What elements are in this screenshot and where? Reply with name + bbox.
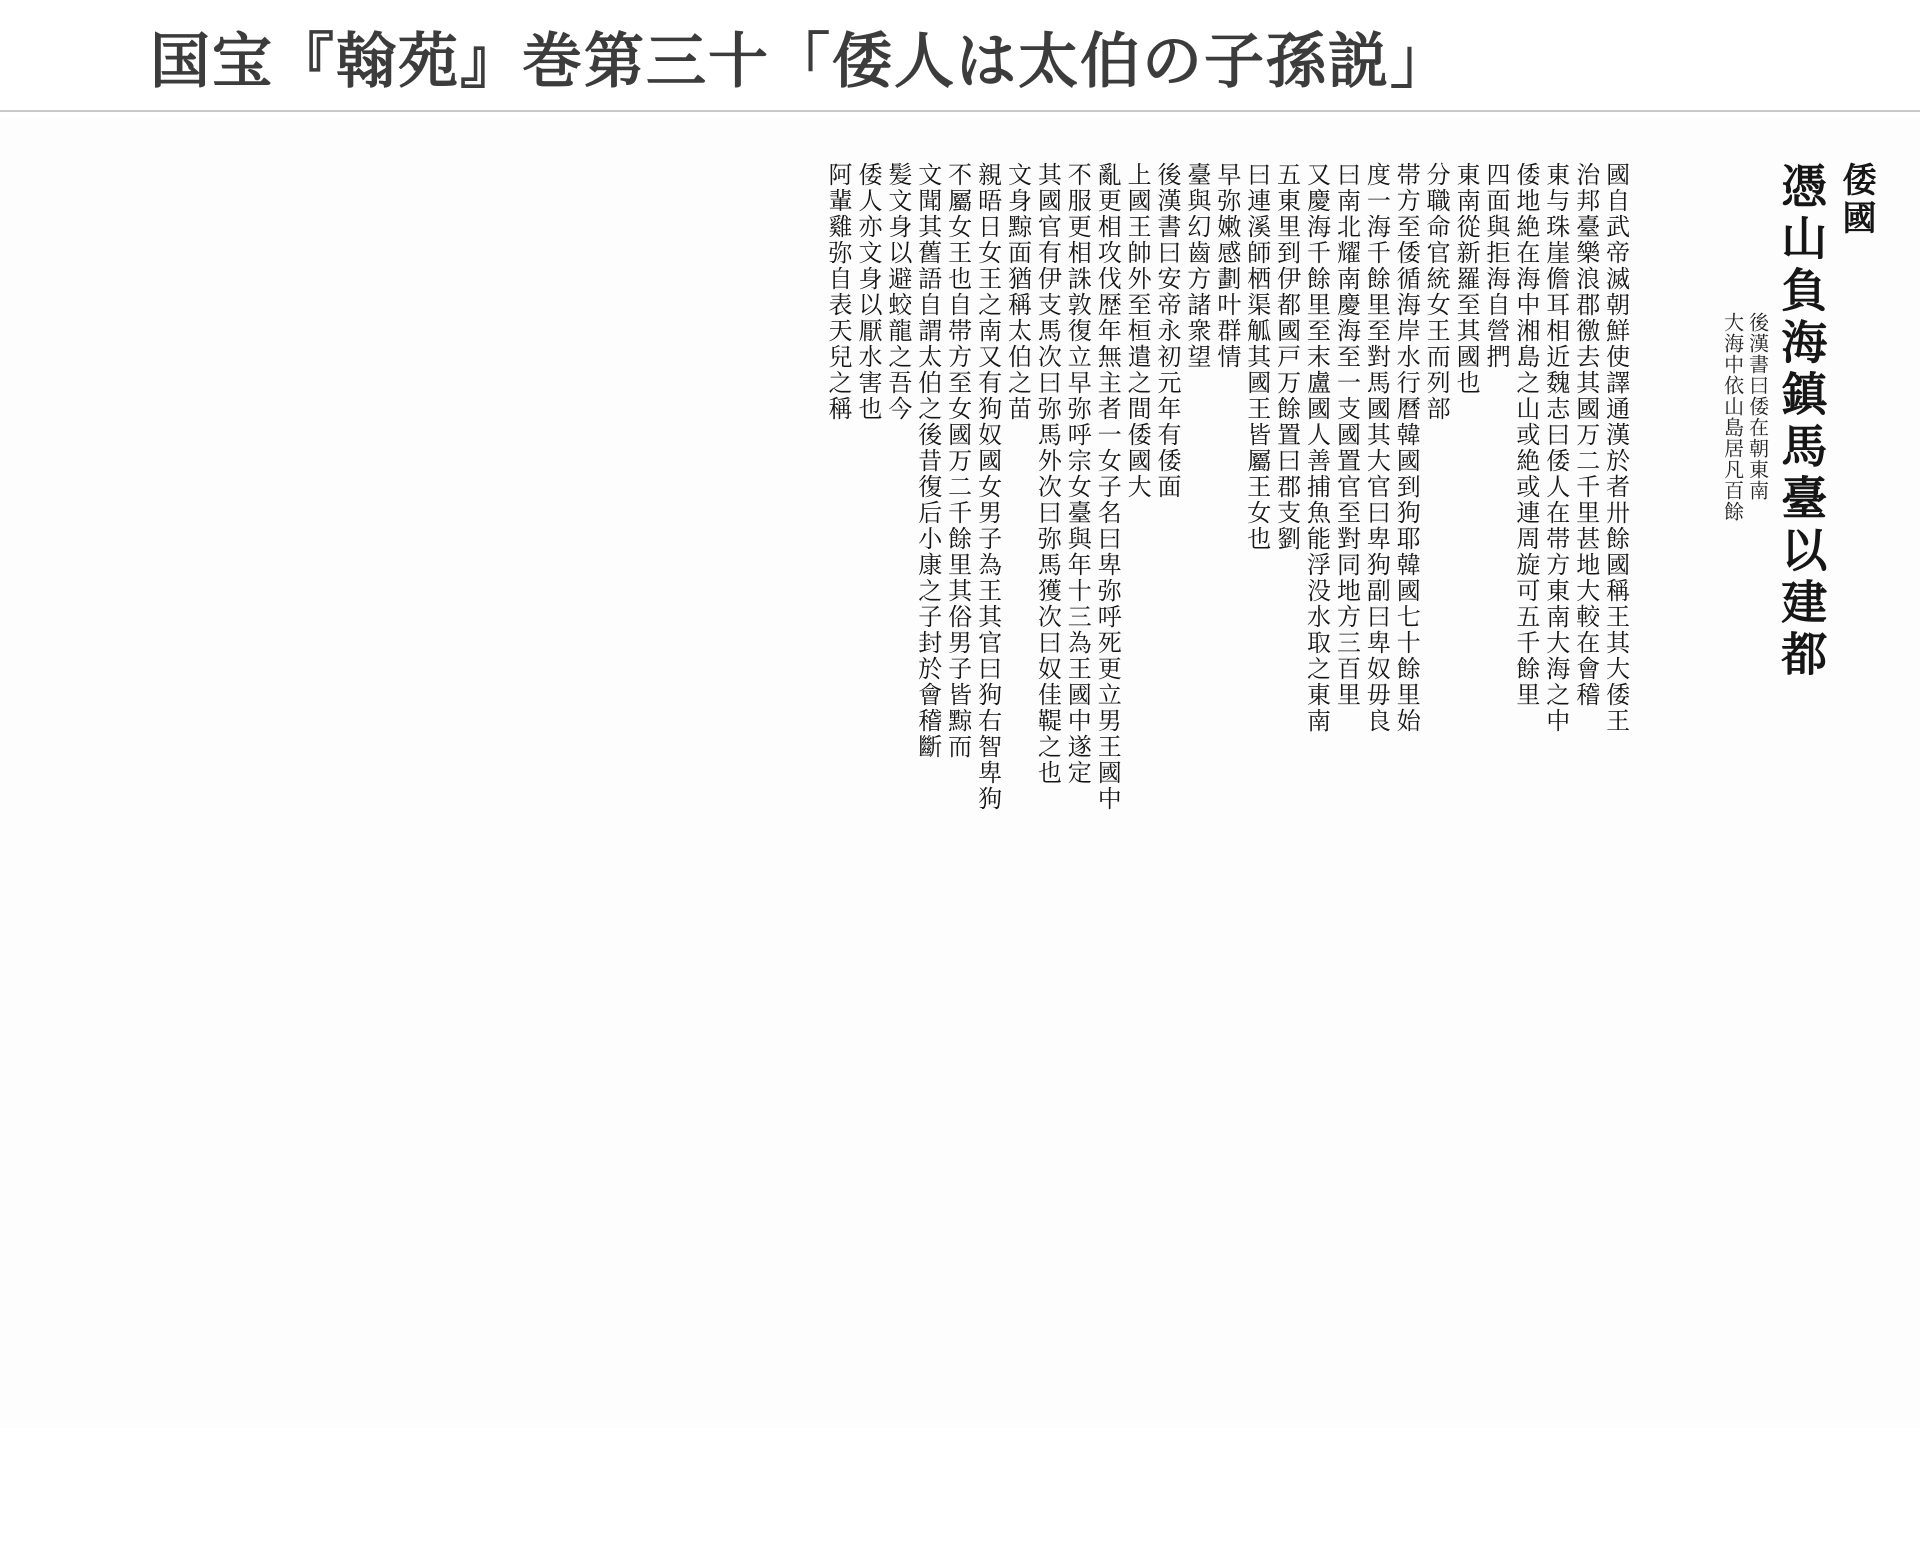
manuscript-column: 帯方至倭循海岸水行曆韓國到狗耶韓國七十餘里始 xyxy=(1392,162,1421,734)
manuscript-column: 阿輩雞弥自表天兒之稱 xyxy=(824,162,853,422)
manuscript-heading-main: 憑山負海鎮馬臺以建都 xyxy=(1774,162,1829,682)
manuscript-column: 臺與幻齒方諸衆望 xyxy=(1182,162,1211,370)
manuscript-column: 度一海千餘里至對馬國其大官曰卑狗副曰卑奴毋良 xyxy=(1362,162,1391,734)
manuscript-column: 倭地絶在海中湘島之山或絶或連周旋可五千餘里 xyxy=(1511,162,1540,708)
manuscript-column: 文身黥面猶稱太伯之苗 xyxy=(1003,162,1032,422)
manuscript-scan xyxy=(0,118,1920,1428)
manuscript-column: 上國王帥外至桓遣之間倭國大 xyxy=(1123,162,1152,500)
manuscript-column: 又慶海千餘里至末盧國人善捕魚能浮没水取之東南 xyxy=(1302,162,1331,734)
manuscript-column: 國自武帝滅朝鮮使譯通漢於者卅餘國稱王其大倭王 xyxy=(1601,162,1630,734)
manuscript-column: 早弥嫩感劃叶群情 xyxy=(1212,162,1241,370)
manuscript-column: 曰連溪師栖渠觚其國王皆屬王女也 xyxy=(1242,162,1271,552)
manuscript-annotation-2: 大海中依山島居凡百餘 xyxy=(1720,312,1745,522)
manuscript-column: 治邦臺樂浪郡徼去其國万二千里甚地大較在會稽 xyxy=(1571,162,1600,708)
column-gap xyxy=(1630,162,1720,1408)
manuscript-column: 東南從新羅至其國也 xyxy=(1452,162,1481,396)
manuscript-column: 分職命官統女王而列部 xyxy=(1422,162,1451,422)
manuscript-heading-label: 倭國 xyxy=(1836,162,1876,238)
manuscript-column: 文聞其舊語自謂太伯之後昔復后小康之子封於會稽斷 xyxy=(913,162,942,760)
page-title: 国宝『翰苑』巻第三十「倭人は太伯の子孫説」 xyxy=(150,27,1452,97)
title-divider xyxy=(0,110,1920,112)
manuscript-column: 不屬女王也自帯方至女國万二千餘里其俗男子皆黥而 xyxy=(943,162,972,760)
manuscript-column: 東与珠崖儋耳相近魏志曰倭人在帯方東南大海之中 xyxy=(1541,162,1570,734)
manuscript-column: 五東里到伊都國戸万餘置曰郡支劉 xyxy=(1272,162,1301,552)
manuscript-column: 曰南北耀南慶海至一支國置官至對同地方三百里 xyxy=(1332,162,1361,708)
manuscript-column: 後漢書曰安帝永初元年有倭面 xyxy=(1153,162,1182,500)
manuscript-column: 四面與拒海自營捫 xyxy=(1481,162,1510,370)
manuscript-column: 親晤日女王之南又有狗奴國女男子為王其官曰狗右智卑狗 xyxy=(973,162,1002,812)
vertical-text-columns xyxy=(40,162,1880,1408)
manuscript-column: 不服更相誅敦復立早弥呼宗女臺與年十三為王國中遂定 xyxy=(1063,162,1092,786)
manuscript-column: 倭人亦文身以厭水害也 xyxy=(853,162,882,422)
manuscript-annotation-1: 後漢書曰倭在朝東南 xyxy=(1745,312,1770,501)
manuscript-column: 其國官有伊支馬次曰弥馬外次曰弥馬獲次曰奴佳鞮之也 xyxy=(1033,162,1062,786)
manuscript-column: 髪文身以避蛟龍之吾今 xyxy=(883,162,912,422)
title-bar xyxy=(0,6,1920,110)
manuscript-column: 亂更相攻伐歴年無主者一女子名曰卑弥呼死更立男王國中 xyxy=(1093,162,1122,812)
